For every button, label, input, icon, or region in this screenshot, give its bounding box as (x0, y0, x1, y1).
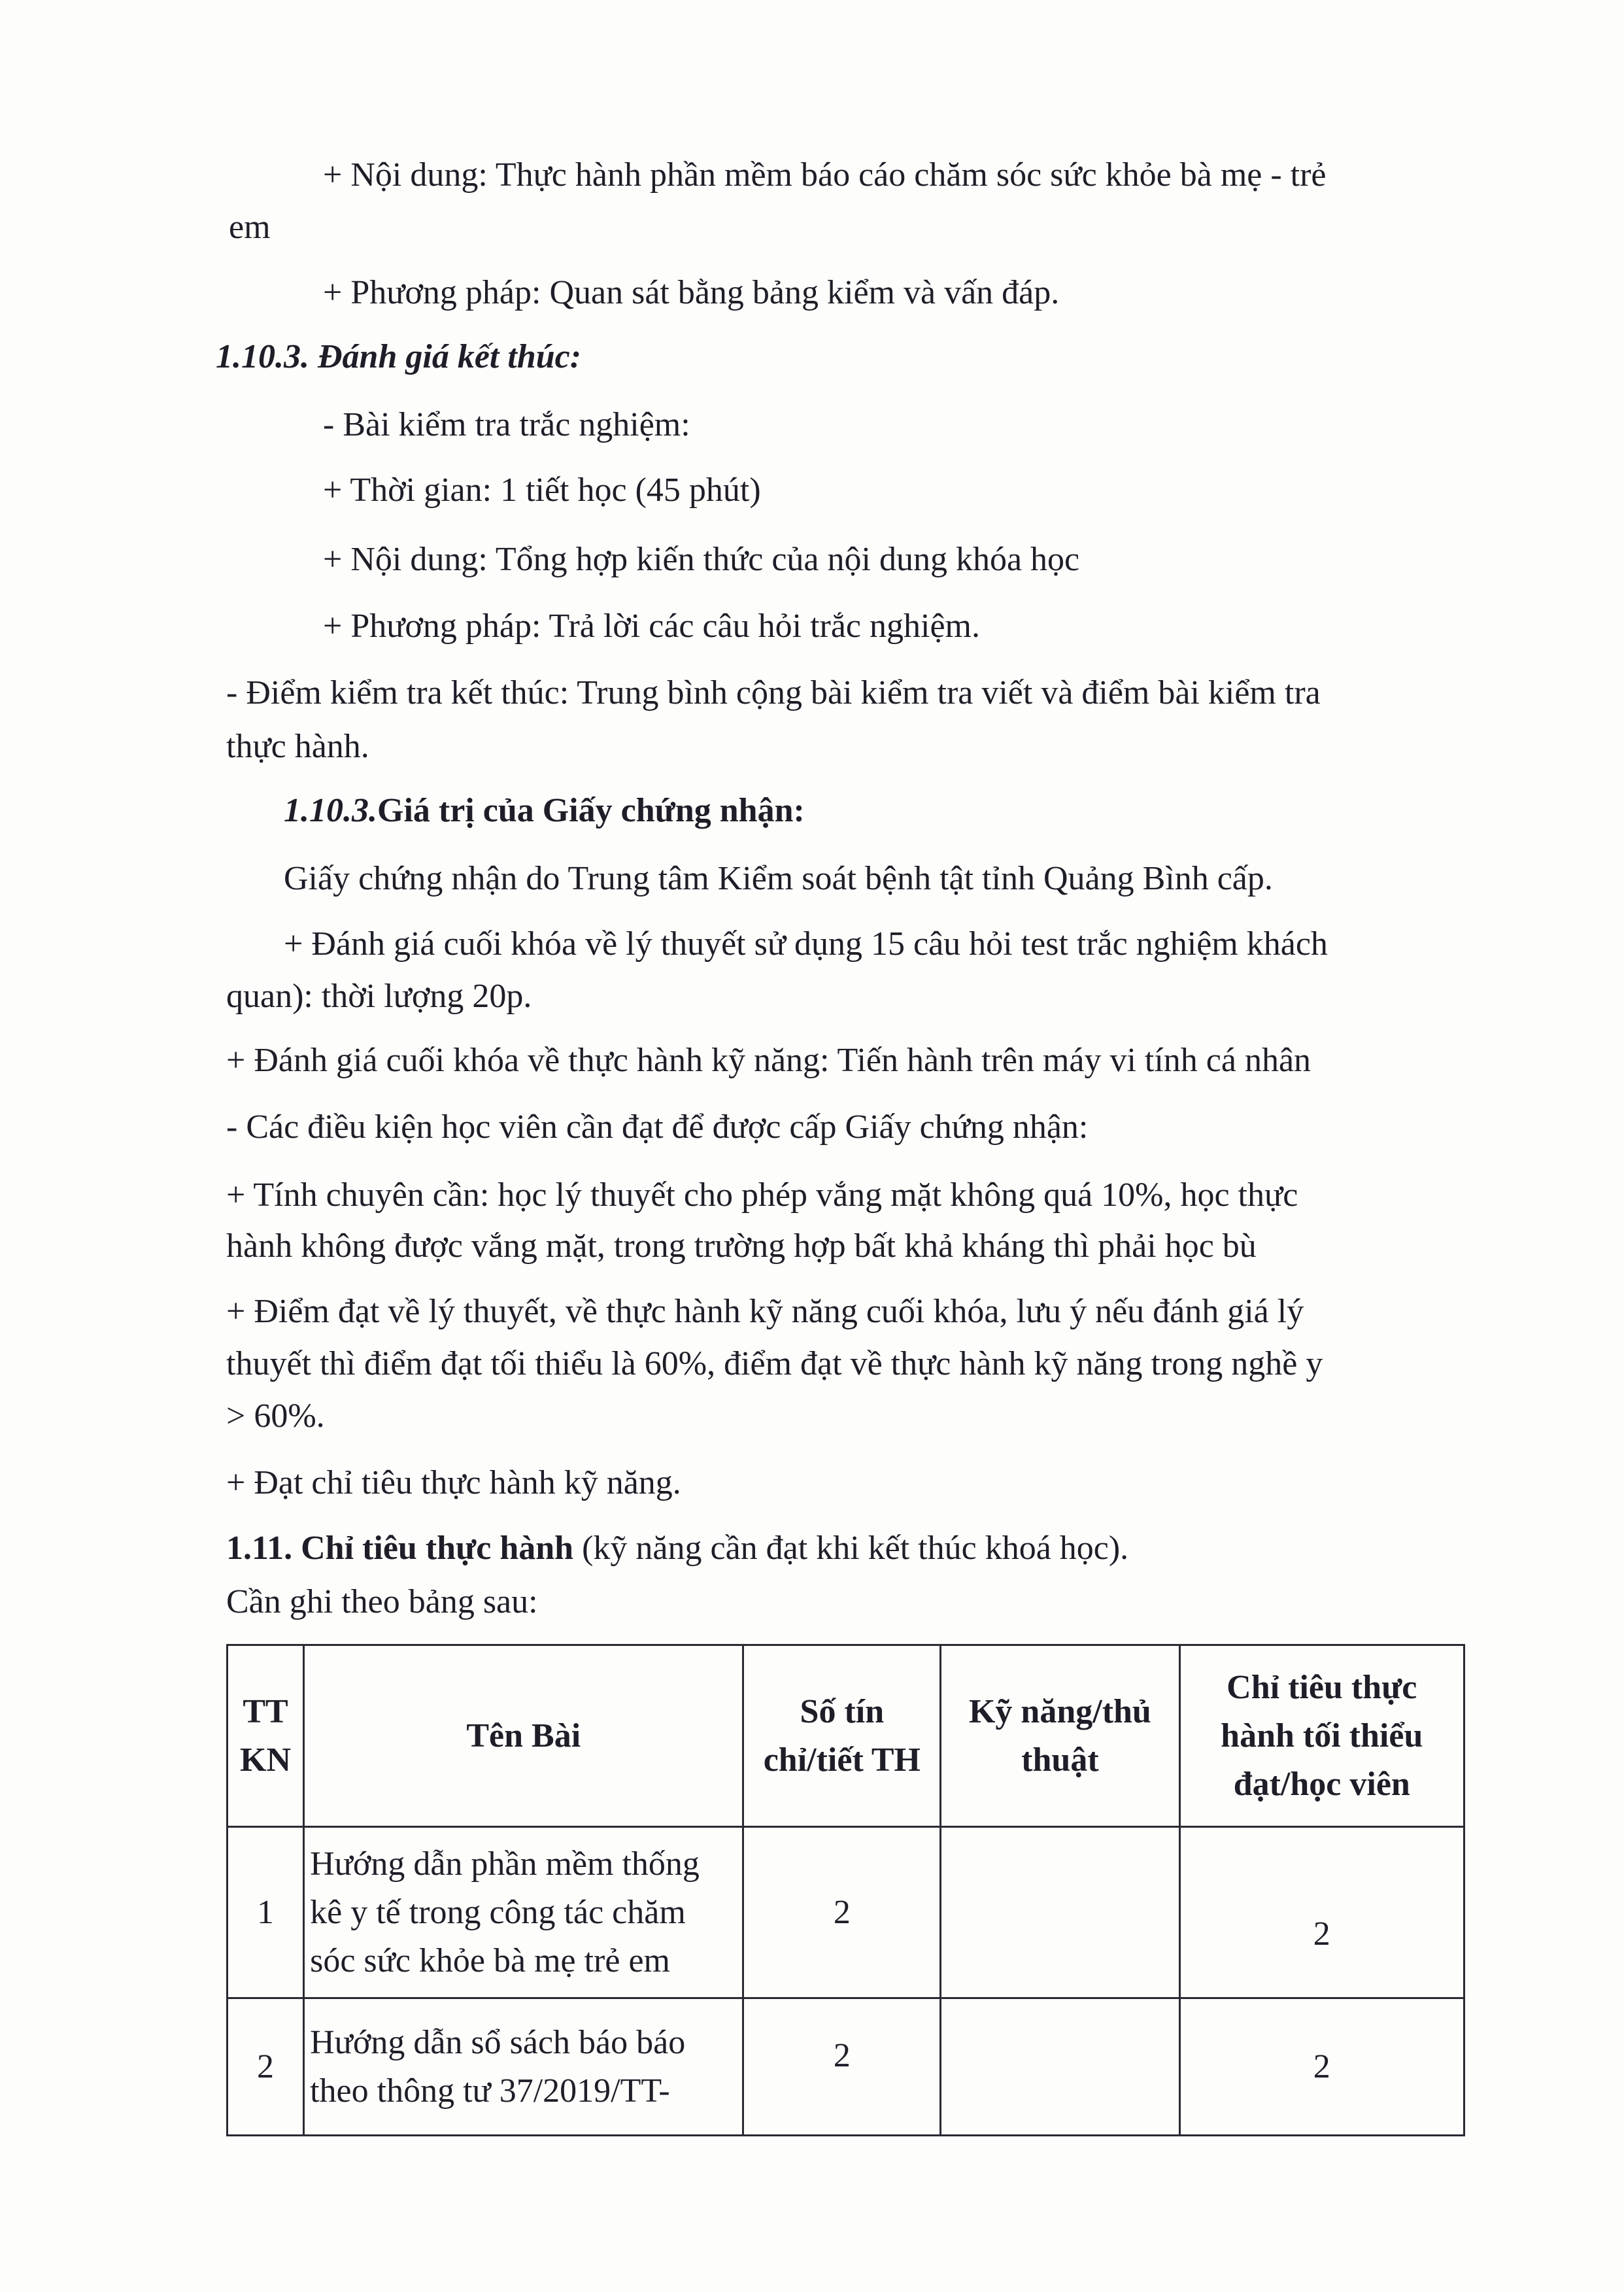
paragraph-conditions: - Các điều kiện học viên cần đạt để được cấp Giấy chứng nhận: (226, 1108, 1089, 1146)
header-skill: Kỹ năng/thủ thuật (941, 1645, 1179, 1827)
cell-tt: 2 (228, 1998, 304, 2136)
cell-skill (941, 1827, 1179, 1998)
paragraph-practice-target: + Đạt chỉ tiêu thực hành kỹ năng. (226, 1464, 681, 1501)
heading-note: (kỹ năng cần đạt khi kết thúc khoá học). (573, 1530, 1129, 1567)
header-target: Chỉ tiêu thực hành tối thiểu đạt/học viên (1179, 1645, 1464, 1827)
practice-targets-table (226, 1644, 1465, 2136)
heading-number: 1.10.3. (284, 792, 377, 829)
paragraph-table-intro: Cần ghi theo bảng sau: (226, 1583, 538, 1620)
paragraph-content-continuation: em (229, 209, 271, 246)
paragraph-final-score: - Điểm kiểm tra kết thúc: Trung bình cộng bài kiểm tra viết và điểm bài kiểm tra (226, 674, 1321, 711)
paragraph-theory-assessment-continuation: quan): thời lượng 20p. (226, 978, 532, 1015)
paragraph-practice-assessment: + Đánh giá cuối khóa về thực hành kỹ năng: Tiến hành trên máy vi tính cá nhân (226, 1042, 1311, 1079)
heading-title: Giá trị của Giấy chứng nhận: (377, 792, 805, 829)
paragraph-theory-assessment: + Đánh giá cuối khóa về lý thuyết sử dụng 15 câu hỏi test trắc nghiệm khách (284, 925, 1328, 963)
cell-tt: 1 (228, 1827, 304, 1998)
paragraph-test: - Bài kiểm tra trắc nghiệm: (323, 406, 690, 443)
cell-credits: 2 (743, 1827, 941, 1998)
paragraph-final-score-continuation: thực hành. (226, 728, 369, 765)
header-tt: TT KN (228, 1645, 304, 1827)
section-heading-practice-targets (226, 1529, 1128, 1568)
paragraph-certificate-issuer: Giấy chứng nhận do Trung tâm Kiểm soát bệnh tật tỉnh Quảng Bình cấp. (284, 860, 1273, 897)
paragraph-content-line: + Nội dung: Thực hành phần mềm báo cáo chăm sóc sức khỏe bà mẹ - trẻ (323, 156, 1327, 194)
paragraph-test-method: + Phương pháp: Trả lời các câu hỏi trắc nghiệm. (323, 607, 980, 645)
paragraph-time: + Thời gian: 1 tiết học (45 phút) (323, 471, 761, 509)
table-header-row (228, 1645, 1464, 1827)
paragraph-passing-score-end: > 60%. (226, 1397, 325, 1435)
table-row (228, 1998, 1464, 2136)
paragraph-method: + Phương pháp: Quan sát bằng bảng kiểm và vấn đáp. (323, 274, 1060, 311)
cell-target: 2 (1179, 1827, 1464, 1998)
cell-skill (941, 1998, 1179, 2136)
paragraph-attendance: + Tính chuyên cần: học lý thuyết cho phép vắng mặt không quá 10%, học thực (226, 1176, 1298, 1214)
paragraph-attendance-continuation: hành không được vắng mặt, trong trường hợp bất khả kháng thì phải học bù (226, 1227, 1257, 1265)
cell-target: 2 (1179, 1998, 1464, 2136)
paragraph-passing-score-continuation: thuyết thì điểm đạt tối thiểu là 60%, điểm đạt về thực hành kỹ năng trong nghề y (226, 1345, 1323, 1382)
paragraph-passing-score: + Điểm đạt về lý thuyết, về thực hành kỹ năng cuối khóa, lưu ý nếu đánh giá lý (226, 1293, 1304, 1330)
section-heading-final-assessment: 1.10.3. Đánh giá kết thúc: (216, 338, 582, 375)
cell-name: Hướng dẫn sổ sách báo báo theo thông tư 37/2019/TT- (304, 1998, 743, 2136)
cell-name: Hướng dẫn phần mềm thống kê y tế trong công tác chăm sóc sức khỏe bà mẹ trẻ em (304, 1827, 743, 1998)
paragraph-test-content: + Nội dung: Tổng hợp kiến thức của nội dung khóa học (323, 541, 1080, 578)
table-row (228, 1827, 1464, 1998)
header-name: Tên Bài (304, 1645, 743, 1827)
header-credits: Số tín chỉ/tiết TH (743, 1645, 941, 1827)
cell-credits: 2 (743, 1998, 941, 2136)
section-heading-certificate (284, 791, 805, 830)
heading-title: 1.11. Chỉ tiêu thực hành (226, 1530, 574, 1567)
